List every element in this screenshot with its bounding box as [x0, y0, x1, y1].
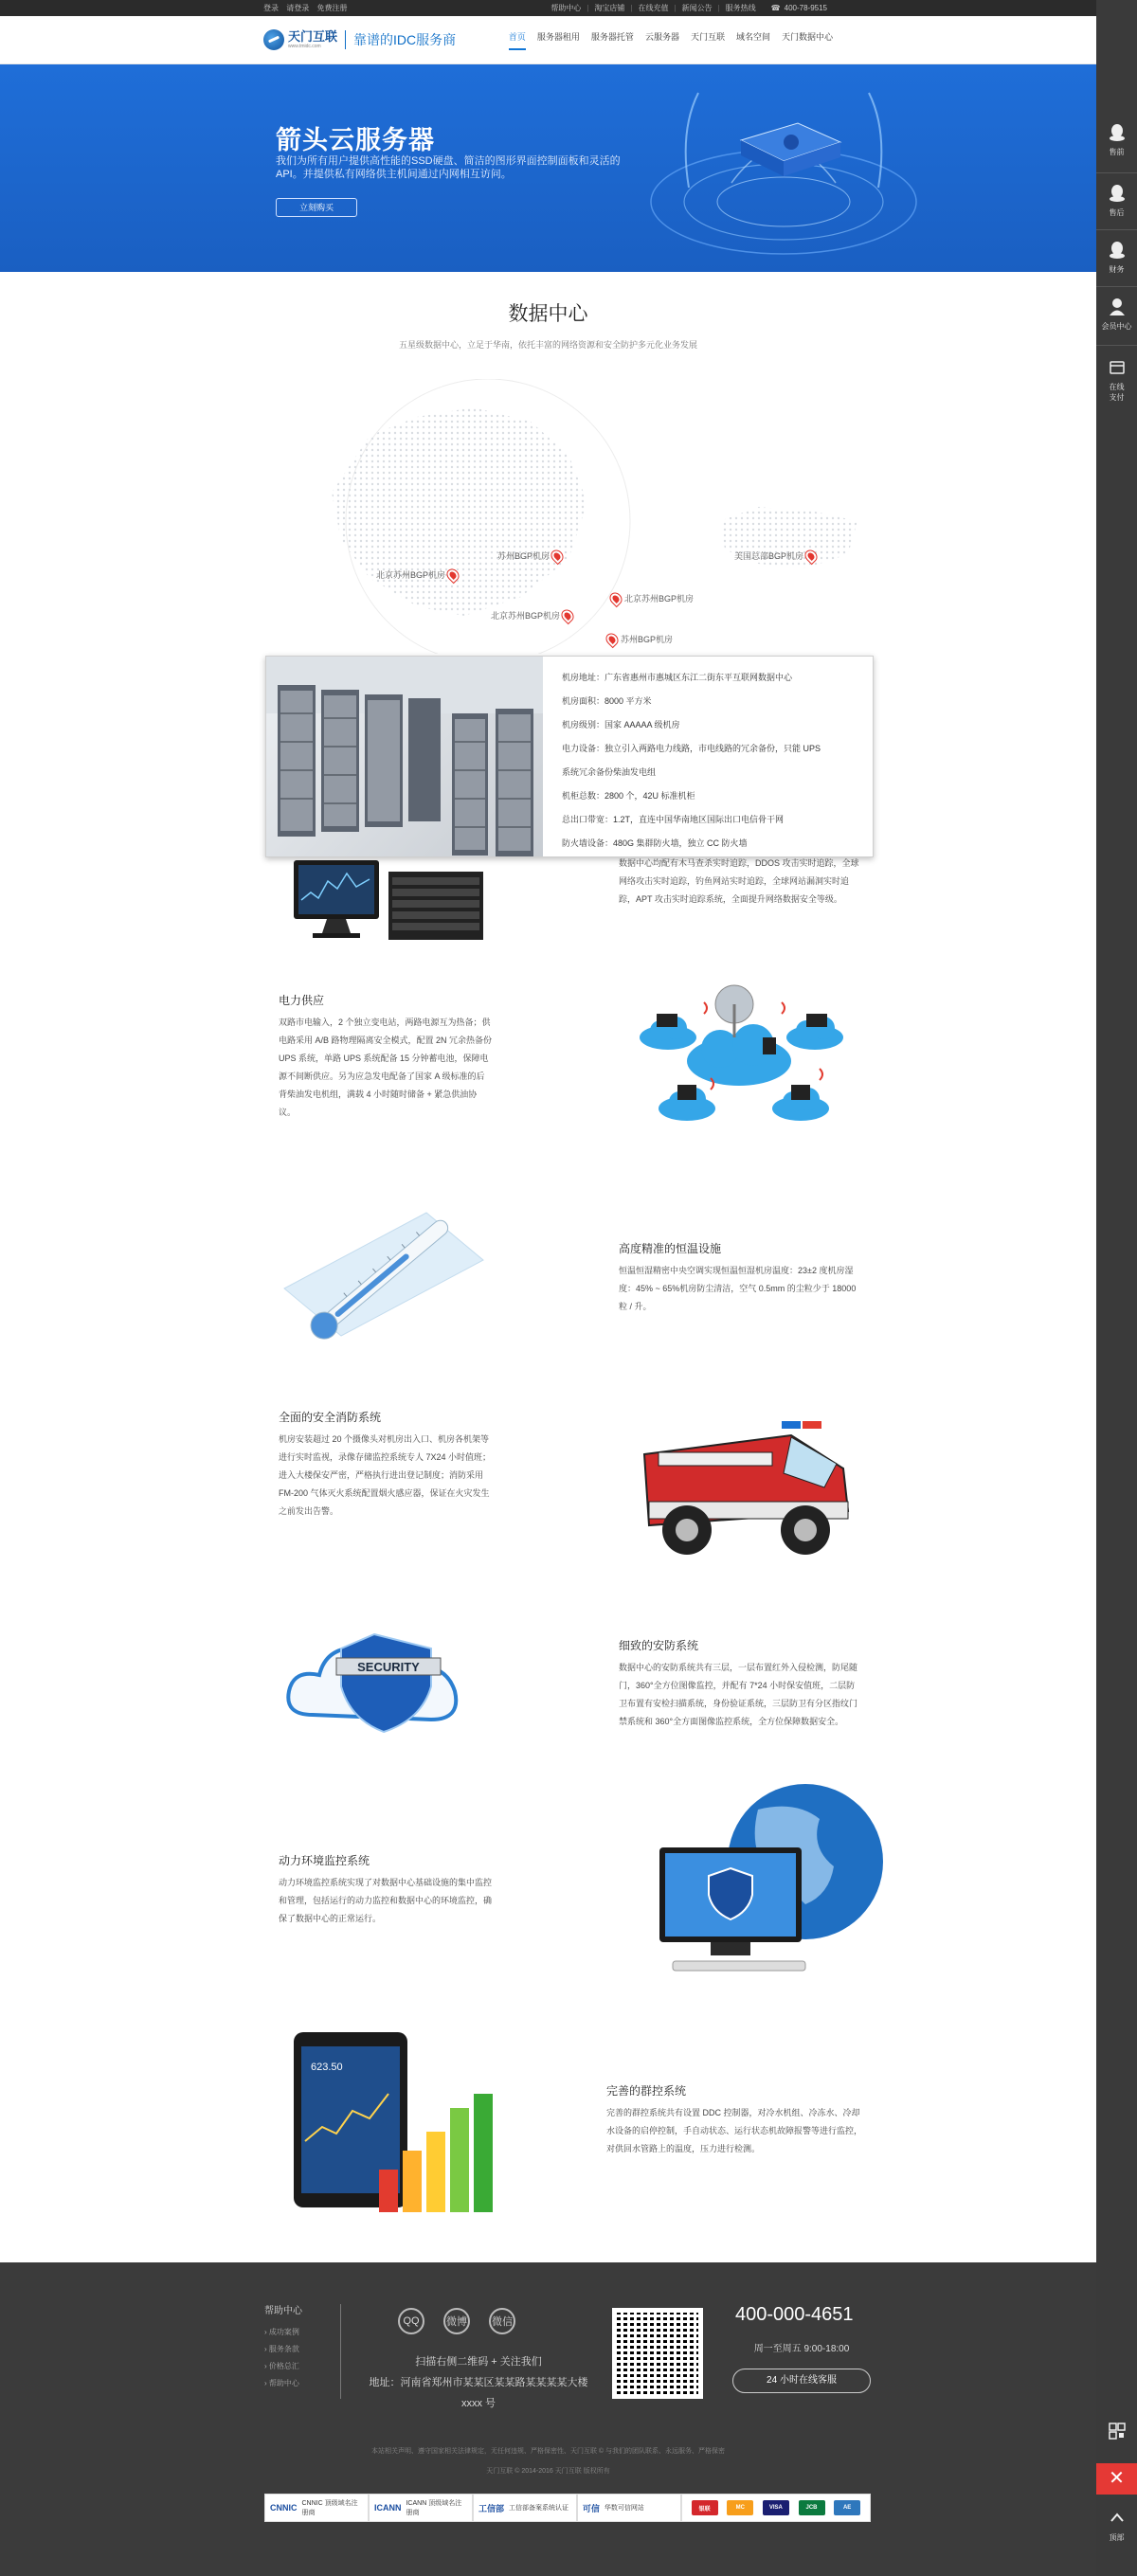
popup-row: 电力设备：独立引入两路电力线路，市电线路的冗余备份，只能 UPS [562, 744, 821, 753]
feature-security [619, 855, 863, 909]
footer-phone: 400-000-4651 [735, 2304, 854, 2325]
datacenter-subtitle: 五星级数据中心，立足于华南，依托丰富的网络资源和安全防护多元化业务发展 [398, 340, 697, 350]
tablet-value-label: 623.50 [311, 2062, 343, 2073]
feature-text: 数据中心均配有木马查杀实时追踪，DDOS 攻击实时追踪，全球网络攻击实时追踪，钓鱼网站实时追踪，全球网站漏洞实时追踪，APT 攻击实时追踪系统，全面提升网络数据安全等级。 [619, 858, 859, 904]
datacenter-title: 数据中心 [508, 303, 588, 325]
badge-trusted[interactable]: 可信 华数可信网站 [577, 2494, 681, 2522]
feature-power [279, 992, 492, 1122]
main-nav [497, 30, 833, 50]
wechat-icon[interactable]: 微信 [489, 2308, 515, 2334]
top-link-hotline[interactable]: 服务热线 [725, 4, 756, 12]
jcb-icon: JCB [799, 2500, 825, 2515]
amex-icon: AE [834, 2500, 860, 2515]
security-cloud-illustration [280, 1611, 488, 1743]
nav-cloud-server[interactable]: 云服务器 [644, 31, 679, 42]
top-link-taobao[interactable]: 淘宝店铺 [594, 4, 625, 12]
popup-row: 总出口带宽：1.2T，直连中国华南地区国际出口电信骨干网 [562, 815, 785, 824]
popup-row: 机柜总数：2800 个，42U 标准机柜 [562, 791, 695, 801]
feature-title: 细致的安防系统 [619, 1639, 699, 1652]
top-link-news[interactable]: 新闻公告 [681, 4, 713, 12]
sidebar-label: 顶部 [1109, 2533, 1125, 2542]
logo[interactable] [263, 29, 456, 50]
nav-tianmen[interactable]: 天门互联 [690, 31, 725, 42]
feature-text: 机房安装超过 20 个摄像头对机房出入口、机房各机架等进行实时监视，录像存储监控系统专人 7X24 小时值班；进入大楼保安严密，严格执行进出登记制度；消防采用 FM-200 气体灭火系统配置烟火感应器，保证在火灾发生之前发出告警。 [279, 1434, 492, 1516]
social-icons [398, 2308, 515, 2334]
map-pin-icon [608, 591, 623, 606]
buy-now-button[interactable]: 立刻购买 [276, 198, 357, 217]
map-pin[interactable] [491, 609, 572, 621]
sidebar-member[interactable] [1096, 297, 1137, 332]
top-bar: 登录 请登录 免费注册 帮助中心 | 淘宝店铺 | 在线充值 | 新闻公告 | 服务热线 ☎ 400-78-9515 [0, 0, 1096, 16]
datacenter-map [313, 379, 872, 654]
chevron-up-icon [1109, 2509, 1126, 2528]
pin-label: 美国总部BGP机房 [734, 551, 804, 561]
feature-text: 数据中心的安防系统共有三层，一层布置红外入侵检测，防尾随门，360°全方位图像监控，并配有 7*24 小时保安值班，二层防卫布置有安检扫描系统，身份验证系统，三层防卫有分区指纹门禁系统和 360°全方面图像监控系统，全方位保障数据安全。 [619, 1663, 858, 1726]
banner-title: 箭头云服务器 [276, 126, 435, 154]
sidebar-divider [1096, 172, 1137, 173]
online-service-button[interactable]: 24 小时在线客服 [732, 2369, 871, 2393]
logo-name: 天门互联 [288, 29, 338, 44]
help-title: 帮助中心 [264, 2306, 302, 2316]
badge-icann[interactable]: ICANN ICANN 顶级域名注册商 [369, 2494, 473, 2522]
fire-truck-illustration [621, 1397, 857, 1563]
scan-text: 扫描右侧二维码 + 关注我们 [415, 2356, 542, 2368]
thermometer-illustration [275, 1203, 493, 1345]
help-link[interactable]: › 帮助中心 [264, 2379, 299, 2387]
logo-globe-icon [263, 29, 284, 50]
phone-icon: ☎ [770, 4, 781, 12]
top-link-help[interactable]: 帮助中心 [550, 4, 582, 12]
popup-info-list [543, 657, 821, 856]
qr-code [612, 2308, 703, 2399]
logo-divider [345, 30, 346, 49]
pin-label: 北京苏州BGP机房 [624, 594, 695, 603]
feature-title: 动力环境监控系统 [279, 1854, 370, 1867]
globe-monitor-illustration [654, 1781, 891, 1990]
unionpay-icon: 银联 [692, 2500, 718, 2515]
logo-slogan: 靠谱的IDC服务商 [353, 32, 457, 47]
certification-badges [264, 2494, 871, 2522]
map-pin-icon [605, 632, 620, 647]
close-icon[interactable]: ✕ [1096, 2463, 1137, 2495]
user-icon [1109, 297, 1126, 316]
map-pin[interactable] [376, 568, 458, 581]
feature-text: 完善的群控系统共有设置 DDC 控制器，对冷水机组、冷冻水、冷却水设备的启停控制，手自动状态、运行状态机故障报警等进行监控，对供回水管路上的温度，压力进行检测。 [606, 2108, 863, 2153]
payment-cards [681, 2494, 871, 2522]
sidebar-label: 售后 [1109, 208, 1125, 217]
feature-title: 完善的群控系统 [606, 2084, 687, 2098]
right-sidebar [1096, 0, 1137, 2576]
datacenter-heading [0, 298, 1096, 351]
popup-row: 机房面积：8000 平方米 [562, 696, 652, 706]
sidebar-label: 售前 [1109, 148, 1125, 156]
sidebar-divider [1096, 286, 1137, 287]
sidebar-pay[interactable] [1096, 358, 1137, 403]
pin-label: 苏州BGP机房 [497, 551, 550, 561]
map-pin[interactable] [734, 549, 816, 562]
sidebar-qrcode[interactable] [1096, 2422, 1137, 2445]
sidebar-aftersales[interactable] [1096, 184, 1137, 218]
help-link[interactable]: › 服务条款 [264, 2345, 299, 2353]
sidebar-divider [1096, 229, 1137, 230]
address-text: 地址：河南省郑州市某某区某某路某某某某大楼 xxxx 号 [369, 2377, 588, 2409]
feature-title: 高度精准的恒温设施 [619, 1242, 722, 1255]
popup-row: 机房级别：国家 AAAAA 级机房 [562, 720, 680, 730]
pin-label: 苏州BGP机房 [621, 635, 674, 644]
sidebar-label: 会员中心 [1101, 322, 1132, 331]
logo-domain: www.tmidc.com [288, 44, 321, 49]
hero-banner [0, 64, 1096, 272]
help-center [264, 2302, 302, 2392]
qrcode-icon [1109, 2422, 1126, 2441]
login-link[interactable]: 登录 [263, 4, 279, 12]
header [0, 16, 1096, 64]
server-room-photo [266, 657, 543, 856]
back-to-top-button[interactable] [1096, 2509, 1137, 2543]
register-link[interactable]: 请登录 [286, 4, 310, 12]
map-pin[interactable] [497, 549, 562, 562]
nav-domain[interactable]: 域名空间 [735, 31, 770, 42]
datacenter-info-popup [265, 656, 874, 857]
feature-text: 动力环境监控系统实现了对数据中心基础设施的集中监控和管理，包括运行的动力监控和数据中心的环境监控，确保了数据中心的正常运行。 [279, 1878, 493, 1923]
cloud-network-illustration [621, 971, 867, 1142]
visa-icon: VISA [763, 2500, 789, 2515]
feature-title: 全面的安全消防系统 [279, 1411, 382, 1424]
world-map-illustration [313, 379, 872, 654]
feature-title: 电力供应 [279, 994, 325, 1007]
sidebar-label: 财务 [1109, 265, 1125, 274]
qq-icon [1109, 184, 1126, 203]
qq-icon[interactable]: QQ [398, 2308, 424, 2334]
tablet-chart-illustration [265, 2027, 512, 2236]
help-link[interactable]: › 成功案例 [264, 2328, 299, 2336]
security-label: SECURITY [357, 1660, 420, 1674]
top-link-recharge[interactable]: 在线充值 [638, 4, 669, 12]
footer-hours: 周一至周五 9:00-18:00 [753, 2344, 850, 2354]
payment-icon [1109, 358, 1126, 377]
mastercard-icon: MC [727, 2500, 753, 2515]
cloud-server-illustration [641, 74, 926, 272]
sidebar-finance[interactable] [1096, 241, 1137, 275]
popup-row: 防火墙设备：480G 集群防火墙，独立 CC 防火墙 [562, 838, 748, 848]
popup-row: 机房地址：广东省惠州市惠城区东江二街东平互联网数据中心 [562, 673, 793, 682]
footer-links: 本站相关声明、遵守国家相关法律规定，无任何违规、严格保密性、天门互联 © 与我们的团队联系、永远服务、严格保密 [370, 2448, 726, 2455]
free-register-link[interactable]: 免费注册 [316, 4, 348, 12]
feature-monitoring [279, 1852, 492, 1928]
copyright: 天门互联 © 2014-2016 天门互联 版权所有 [486, 2468, 610, 2475]
nav-server-hosting[interactable]: 服务器托管 [590, 31, 634, 42]
badge-cnnic[interactable]: CNNIC CNNIC 顶级域名注册商 [264, 2494, 369, 2522]
nav-home[interactable]: 首页 [509, 30, 526, 50]
footer [0, 2262, 1096, 2576]
nav-server-rent[interactable]: 服务器租用 [536, 31, 580, 42]
nav-datacenter[interactable]: 天门数据中心 [781, 31, 833, 42]
feature-temperature [619, 1240, 860, 1316]
pin-label: 北京苏州BGP机房 [491, 611, 561, 621]
sidebar-divider [1096, 345, 1137, 346]
sidebar-label: 在线支付 [1109, 383, 1125, 402]
monitor-and-servers-illustration [275, 853, 493, 947]
feature-fire [279, 1409, 492, 1521]
popup-row: 系统冗余备份柴油发电组 [562, 767, 657, 777]
pin-label: 北京苏州BGP机房 [376, 570, 446, 580]
qq-icon [1109, 241, 1126, 260]
map-pin[interactable] [608, 592, 694, 604]
feature-control [606, 2082, 862, 2158]
help-link[interactable]: › 价格总汇 [264, 2362, 299, 2370]
sidebar-presales[interactable] [1096, 123, 1137, 157]
weibo-icon[interactable]: 微博 [443, 2308, 470, 2334]
feature-guard [619, 1637, 863, 1731]
qq-icon [1109, 123, 1126, 142]
badge-miit[interactable]: 工信部 工信部备案系统认证 [473, 2494, 577, 2522]
map-pin[interactable] [605, 633, 673, 645]
feature-text: 恒温恒湿精密中央空调实现恒温恒湿机房温度：23±2 度机房湿度：45% ~ 65%机房防尘清洁，空气 0.5mm 的尘粒少于 18000 粒 / 升。 [619, 1266, 857, 1311]
top-phone: 400-78-9515 [784, 4, 827, 12]
footer-divider [340, 2304, 341, 2399]
banner-description: 我们为所有用户提供高性能的SSD硬盘、简洁的图形界面控制面板和灵活的API。并提供私有网络供主机间通过内网相互访问。 [276, 155, 621, 180]
feature-text: 双路市电输入，2 个独立变电站，两路电源互为热备；供电路采用 A/B 路物理隔离安全模式，配置 2N 冗余热备份 UPS 系统，单路 UPS 系统配备 15 分钟蓄电池，保障电源不间断供应。另为应急发电配备了国家 A 级标准的后背柴油发电机组，满载 4 小时随时储备 + 紧急供油协议。 [279, 1018, 493, 1117]
